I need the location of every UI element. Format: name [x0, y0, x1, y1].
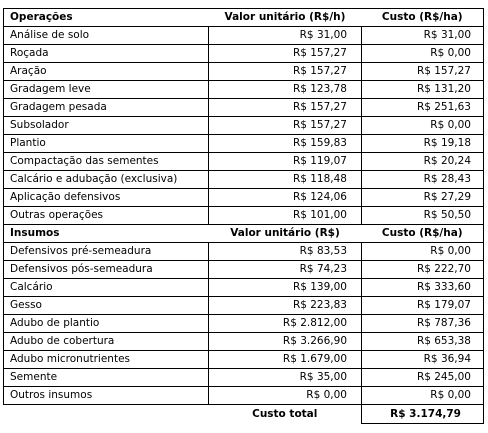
input-name: Outros insumos	[4, 387, 209, 405]
operation-name: Subsolador	[4, 117, 209, 135]
operation-row	[4, 207, 484, 225]
operations-section	[4, 9, 484, 225]
operation-unit-value: R$ 157,27	[209, 45, 362, 63]
input-name: Calcário	[4, 279, 209, 297]
input-name: Adubo de plantio	[4, 315, 209, 333]
input-cost-value: R$ 245,00	[362, 369, 484, 387]
input-unit-value: R$ 83,53	[209, 243, 362, 261]
operation-cost-value: R$ 50,50	[362, 207, 484, 225]
operation-unit-value: R$ 101,00	[209, 207, 362, 225]
operation-cost-value: R$ 157,27	[362, 63, 484, 81]
operation-row	[4, 27, 484, 45]
input-unit-value: R$ 2.812,00	[209, 315, 362, 333]
input-row	[4, 261, 484, 279]
input-row	[4, 243, 484, 261]
input-name: Adubo de cobertura	[4, 333, 209, 351]
input-row	[4, 351, 484, 369]
operations-header-row	[4, 9, 484, 27]
input-cost-value: R$ 36,94	[362, 351, 484, 369]
operation-unit-value: R$ 119,07	[209, 153, 362, 171]
operation-unit-value: R$ 159,83	[209, 135, 362, 153]
operation-row	[4, 135, 484, 153]
operation-cost-value: R$ 31,00	[362, 27, 484, 45]
operation-cost-value: R$ 20,24	[362, 153, 484, 171]
operation-name: Calcário e adubação (exclusiva)	[4, 171, 209, 189]
input-unit-value: R$ 3.266,90	[209, 333, 362, 351]
input-unit-value: R$ 223,83	[209, 297, 362, 315]
operations-header-cost: Custo (R$/ha)	[362, 9, 484, 27]
inputs-header-row	[4, 225, 484, 243]
operations-header-unit: Valor unitário (R$/h)	[209, 9, 362, 27]
total-value: R$ 3.174,79	[362, 405, 484, 424]
input-cost-value: R$ 179,07	[362, 297, 484, 315]
input-name: Defensivos pré-semeadura	[4, 243, 209, 261]
inputs-header-cost: Custo (R$/ha)	[362, 225, 484, 243]
operation-unit-value: R$ 157,27	[209, 99, 362, 117]
input-row	[4, 369, 484, 387]
input-row	[4, 279, 484, 297]
operation-name: Gradagem pesada	[4, 99, 209, 117]
cost-sheet	[3, 8, 483, 424]
operation-name: Aração	[4, 63, 209, 81]
input-cost-value: R$ 787,36	[362, 315, 484, 333]
operation-cost-value: R$ 19,18	[362, 135, 484, 153]
operation-unit-value: R$ 157,27	[209, 63, 362, 81]
operation-unit-value: R$ 124,06	[209, 189, 362, 207]
operation-row	[4, 81, 484, 99]
input-row	[4, 387, 484, 405]
operation-name: Compactação das sementes	[4, 153, 209, 171]
operation-cost-value: R$ 0,00	[362, 45, 484, 63]
operation-name: Plantio	[4, 135, 209, 153]
operation-cost-value: R$ 27,29	[362, 189, 484, 207]
inputs-section	[4, 225, 484, 405]
total-label: Custo total	[209, 405, 362, 424]
input-unit-value: R$ 74,23	[209, 261, 362, 279]
inputs-header-unit: Valor unitário (R$)	[209, 225, 362, 243]
input-cost-value: R$ 333,60	[362, 279, 484, 297]
operation-unit-value: R$ 31,00	[209, 27, 362, 45]
input-cost-value: R$ 0,00	[362, 387, 484, 405]
operation-cost-value: R$ 28,43	[362, 171, 484, 189]
input-name: Adubo micronutrientes	[4, 351, 209, 369]
operation-unit-value: R$ 157,27	[209, 117, 362, 135]
input-name: Gesso	[4, 297, 209, 315]
operation-name: Roçada	[4, 45, 209, 63]
total-spacer	[4, 405, 209, 424]
operation-cost-value: R$ 251,63	[362, 99, 484, 117]
operation-row	[4, 117, 484, 135]
input-unit-value: R$ 139,00	[209, 279, 362, 297]
operation-row	[4, 171, 484, 189]
total-row	[4, 405, 484, 424]
operation-row	[4, 45, 484, 63]
input-cost-value: R$ 653,38	[362, 333, 484, 351]
operation-name: Outras operações	[4, 207, 209, 225]
operation-row	[4, 189, 484, 207]
input-cost-value: R$ 0,00	[362, 243, 484, 261]
operations-header-name: Operações	[4, 9, 209, 27]
operation-row	[4, 63, 484, 81]
input-row	[4, 315, 484, 333]
operation-name: Aplicação defensivos	[4, 189, 209, 207]
input-unit-value: R$ 0,00	[209, 387, 362, 405]
input-row	[4, 333, 484, 351]
input-row	[4, 297, 484, 315]
cost-table	[3, 8, 484, 424]
operation-cost-value: R$ 0,00	[362, 117, 484, 135]
input-name: Semente	[4, 369, 209, 387]
operation-row	[4, 99, 484, 117]
inputs-header-name: Insumos	[4, 225, 209, 243]
total-section	[4, 405, 484, 424]
operation-row	[4, 153, 484, 171]
input-unit-value: R$ 35,00	[209, 369, 362, 387]
operation-unit-value: R$ 123,78	[209, 81, 362, 99]
operation-cost-value: R$ 131,20	[362, 81, 484, 99]
input-name: Defensivos pós-semeadura	[4, 261, 209, 279]
input-unit-value: R$ 1.679,00	[209, 351, 362, 369]
operation-name: Gradagem leve	[4, 81, 209, 99]
operation-name: Análise de solo	[4, 27, 209, 45]
operation-unit-value: R$ 118,48	[209, 171, 362, 189]
input-cost-value: R$ 222,70	[362, 261, 484, 279]
